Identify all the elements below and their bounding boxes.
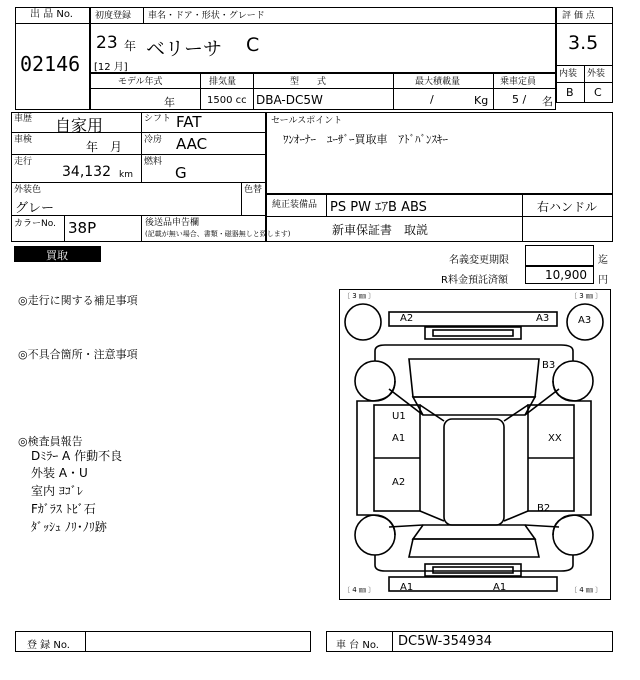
- damage-mark: B2: [537, 503, 551, 514]
- displacement: 1500 cc: [207, 95, 247, 106]
- first-reg-label: 初度登録: [95, 11, 132, 21]
- damage-mark: A1: [392, 433, 406, 444]
- rating-value: 3.5: [568, 32, 599, 54]
- steering: 右ハンドル: [537, 200, 598, 214]
- chassis-no: DC5W-354934: [398, 634, 493, 649]
- interior-label: 内装: [559, 69, 578, 79]
- inspector-line: 室内 ﾖｺﾞﾚ: [31, 484, 83, 498]
- inspector-line: ﾀﾞｯｼｭ ﾉﾘ･ﾉﾘ跡: [31, 520, 107, 534]
- lot-number-label: 出 品 No.: [30, 9, 73, 20]
- equipment-items: PS PW ｴｱB ABS: [330, 200, 427, 215]
- damage-mark: A3: [536, 313, 550, 324]
- fuel: G: [175, 164, 187, 182]
- history: 自家用: [55, 116, 104, 135]
- max-load-unit: Kg: [474, 94, 489, 107]
- max-load-label: 最大積載量: [415, 77, 461, 87]
- inspector-title: ◎検査員報告: [18, 435, 83, 448]
- grade: C: [246, 34, 260, 56]
- defects-notes-title: ◎不具合箇所・注意事項: [18, 348, 138, 361]
- shift: FAT: [176, 113, 202, 131]
- docs-label: 後送品申告欄: [145, 218, 200, 228]
- capacity-unit: 名: [542, 95, 553, 108]
- inspector-line: Fｶﾞﾗｽ ﾄﾋﾞ石: [31, 502, 96, 516]
- name-change-label: 名義変更期限: [449, 255, 509, 266]
- equipment-label: 純正装備品: [272, 200, 318, 210]
- car-diagram: [339, 289, 611, 600]
- type-label: 型 式: [290, 77, 327, 87]
- buy-badge-text: 買取: [46, 249, 68, 262]
- car-name-label: 車名・ドア・形状・グレード: [148, 11, 265, 21]
- exterior-color: グレー: [15, 201, 55, 216]
- exterior-color-label: 外装色: [14, 185, 42, 195]
- tire-depth-front-right: 〔 3 ㎜ 〕: [570, 292, 603, 300]
- damage-mark: B3: [542, 360, 556, 371]
- damage-mark: XX: [548, 433, 562, 444]
- damage-mark: U1: [392, 411, 406, 422]
- first-reg-month: [12 月]: [94, 62, 128, 73]
- history-label: 車歴: [14, 114, 33, 124]
- sales-point-label: セールスポイント: [271, 116, 343, 126]
- color-no-label: カラーNo.: [14, 219, 56, 229]
- mileage-label: 走行: [14, 157, 33, 167]
- year-unit: 年: [124, 39, 137, 53]
- name-change-unit: 迄: [598, 255, 608, 266]
- tire-depth-front-left: 〔 3 ㎜ 〕: [343, 292, 376, 300]
- damage-mark: A2: [400, 313, 414, 324]
- mileage: 34,132: [62, 164, 111, 180]
- first-reg-year: 23: [96, 33, 118, 53]
- ac-label: 冷房: [144, 135, 163, 145]
- displacement-label: 排気量: [209, 77, 237, 87]
- exterior-grade: C: [594, 86, 602, 99]
- shift-label: シフト: [144, 114, 172, 124]
- damage-mark: A1: [493, 582, 507, 593]
- capacity: 5 /: [512, 93, 527, 106]
- max-load: /: [430, 93, 434, 106]
- color-change-label: 色替: [244, 185, 263, 195]
- name-change-box: [525, 245, 594, 266]
- model-type: DBA-DC5W: [256, 93, 323, 107]
- interior-grade: B: [566, 86, 574, 99]
- fuel-label: 燃料: [144, 157, 163, 167]
- exterior-label: 外装: [587, 69, 606, 79]
- registration-no-label: 登 録 No.: [27, 640, 70, 651]
- equipment-extras: 新車保証書 取説: [332, 223, 429, 237]
- lot-number: 02146: [20, 52, 81, 76]
- recycle-value: 10,900: [545, 268, 587, 282]
- capacity-label: 乗車定員: [500, 77, 537, 87]
- ac: AAC: [176, 135, 208, 153]
- recycle-unit: 円: [598, 275, 608, 286]
- car-name: ベリーサ: [146, 38, 223, 60]
- sales-point-text: ﾜﾝｵｰﾅｰ ﾕｰｻﾞｰ買取車 ｱﾄﾞﾊﾞﾝｽｷｰ: [283, 133, 448, 146]
- tire-depth-rear-left: 〔 4 ㎜ 〕: [343, 586, 376, 594]
- rating-label: 評 価 点: [562, 11, 595, 21]
- damage-mark: A3: [578, 315, 592, 326]
- inspection: 年 月: [86, 140, 123, 154]
- color-no: 38P: [68, 219, 97, 237]
- tire-depth-rear-right: 〔 4 ㎜ 〕: [570, 586, 603, 594]
- model-year-label: モデル年式: [118, 77, 163, 87]
- mileage-unit: km: [119, 170, 133, 180]
- recycle-label: R料金預託済額: [441, 275, 508, 286]
- model-year-unit: 年: [164, 96, 175, 109]
- chassis-no-label: 車 台 No.: [336, 640, 379, 651]
- docs-note: (記載が無い場合、書類・磁器無しと致します): [145, 230, 291, 238]
- damage-mark: A1: [400, 582, 414, 593]
- inspector-line: 外装 A・U: [31, 466, 88, 480]
- inspection-label: 車検: [14, 135, 33, 145]
- driving-notes-title: ◎走行に関する補足事項: [18, 294, 138, 307]
- damage-mark: A2: [392, 477, 406, 488]
- inspector-line: Dﾐﾗｰ A 作動不良: [31, 449, 123, 463]
